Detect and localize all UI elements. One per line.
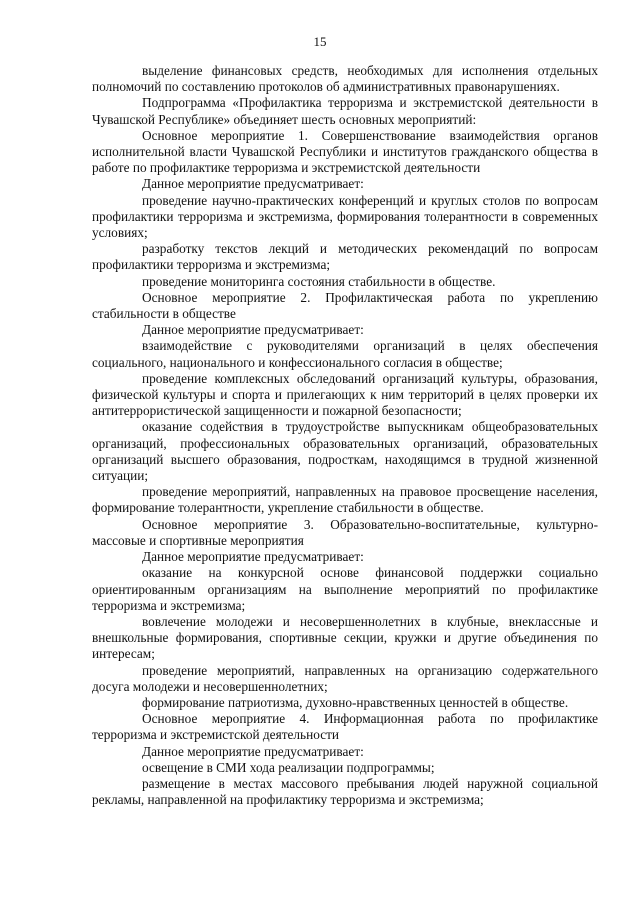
paragraph: оказание содействия в трудоустройстве выпускникам общеобразовательных организаций, профессиональных образовательных организаций, образовательных организаций высшего образования, подросткам, находящимся в трудной жизненной ситуации; bbox=[92, 419, 598, 484]
paragraph: размещение в местах массового пребывания людей наружной социальной рекламы, направленной на профилактику терроризма и экстремизма; bbox=[92, 775, 598, 808]
paragraph: Данное мероприятие предусматривает: bbox=[142, 176, 364, 192]
paragraph: Основное мероприятие 2. Профилактическая работа по укреплению стабильности в обществе bbox=[92, 289, 598, 322]
paragraph: выделение финансовых средств, необходимых для исполнения отдельных полномочий по составлению протоколов об административных правонарушениях. bbox=[92, 63, 598, 95]
paragraph: Данное мероприятие предусматривает: bbox=[142, 322, 364, 338]
paragraph: освещение в СМИ хода реализации подпрограммы; bbox=[142, 759, 435, 775]
paragraph: Основное мероприятие 1. Совершенствование взаимодействия органов исполнительной власти Чувашской Республики и институтов гражданского общества в работе по профилактике терроризма и экстремистской деятельности bbox=[92, 127, 598, 176]
paragraph: проведение комплексных обследований организаций культуры, образования, физической культуры и спорта и прилегающих к ним территорий в целях проверки их антитеррористической защищенности и пожарной безопасности; bbox=[92, 370, 598, 419]
paragraph: разработку текстов лекций и методических рекомендаций по вопросам профилактики терроризма и экстремизма; bbox=[92, 241, 598, 273]
document-body bbox=[92, 63, 598, 808]
paragraph: Данное мероприятие предусматривает: bbox=[142, 549, 364, 565]
paragraph: Основное мероприятие 3. Образовательно-воспитательные, культурно-массовые и спортивные мероприятия bbox=[92, 516, 598, 548]
paragraph: проведение научно-практических конференций и круглых столов по вопросам профилактики терроризма и экстремизма, формирования толерантности в современных условиях; bbox=[92, 192, 598, 241]
paragraph: проведение мероприятий, направленных на организацию содержательного досуга молодежи и несовершеннолетних; bbox=[92, 662, 598, 694]
paragraph: Данное мероприятие предусматривает: bbox=[142, 743, 364, 759]
paragraph: проведение мониторинга состояния стабильности в обществе. bbox=[142, 273, 496, 289]
paragraph: формирование патриотизма, духовно-нравственных ценностей в обществе. bbox=[142, 694, 569, 710]
paragraph: оказание на конкурсной основе финансовой поддержки социально ориентированным организациям на выполнение мероприятий по профилактике терроризма и экстремизма; bbox=[92, 565, 598, 613]
paragraph: Основное мероприятие 4. Информационная работа по профилактике терроризма и экстремистской деятельности bbox=[92, 711, 598, 743]
paragraph: взаимодействие с руководителями организаций в целях обеспечения социального, национального и конфессионального согласия в обществе; bbox=[92, 338, 598, 370]
page-number: 15 bbox=[313, 34, 327, 49]
paragraph: вовлечение молодежи и несовершеннолетних в клубные, внеклассные и внешкольные формирования, спортивные секции, кружки и другие объединения по интересам; bbox=[92, 613, 598, 662]
paragraph: Подпрограмма «Профилактика терроризма и экстремистской деятельности в Чувашской Республике» объединяет шесть основных мероприятий: bbox=[92, 95, 598, 127]
paragraph: проведение мероприятий, направленных на правовое просвещение населения, формирование толерантности, укрепление стабильности в обществе. bbox=[92, 484, 598, 516]
